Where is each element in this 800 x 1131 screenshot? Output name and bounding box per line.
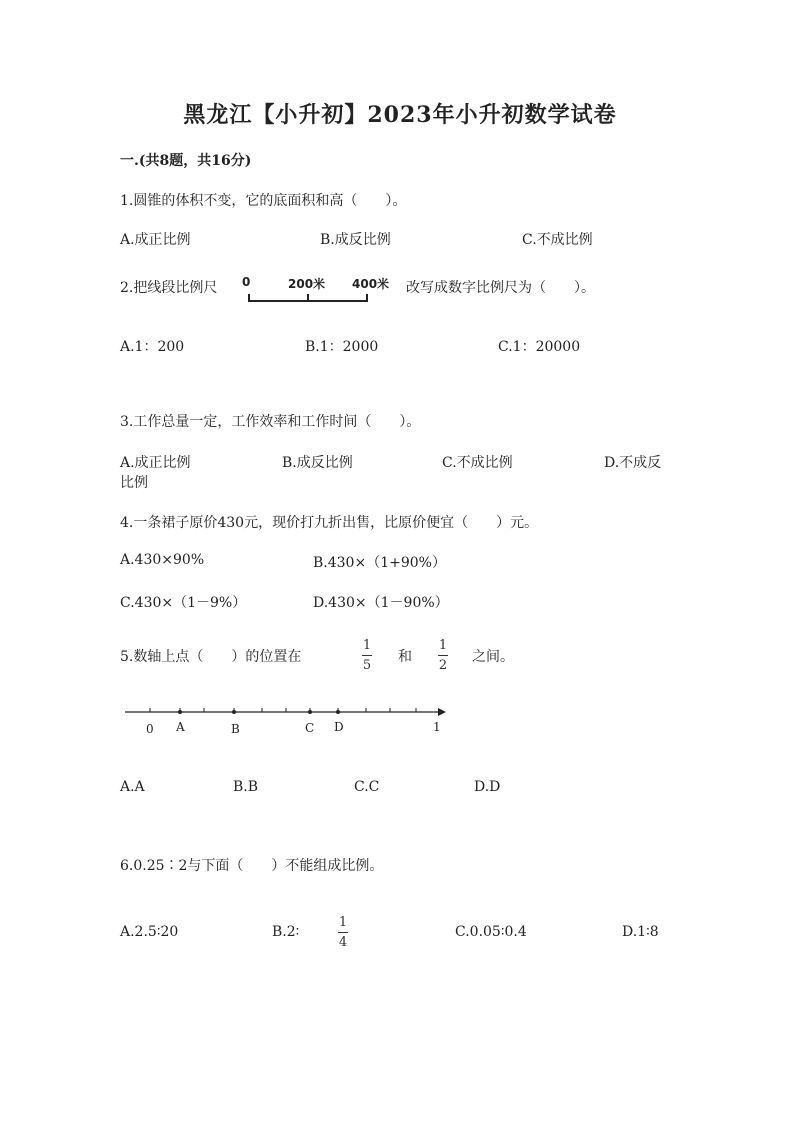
question-6-text: 6.0.25∶2与下面（ ）不能组成比例。 xyxy=(120,858,384,874)
question-2-text-before: 2.把线段比例尺 xyxy=(120,280,218,296)
question-2-option-c[interactable]: C.1：20000 xyxy=(498,339,581,355)
number-line xyxy=(120,700,450,730)
question-1-option-a[interactable]: A.成正比例 xyxy=(120,232,191,248)
axis-label-1: 1 xyxy=(433,720,441,734)
question-5-text-mid: 和 xyxy=(398,649,412,665)
question-3-option-d-wrap: 比例 xyxy=(120,475,148,491)
question-5-text-after: 之间。 xyxy=(472,649,514,665)
fraction-denominator: 5 xyxy=(362,658,372,673)
question-1-text: 1.圆锥的体积不变，它的底面积和高（ ）。 xyxy=(120,193,407,209)
fraction-one-fifth xyxy=(362,638,372,673)
fraction-denominator: 2 xyxy=(438,658,448,673)
question-5-option-c[interactable]: C.C xyxy=(354,779,380,795)
question-1-option-b[interactable]: B.成反比例 xyxy=(320,232,391,248)
question-3-option-c[interactable]: C.不成比例 xyxy=(442,455,513,471)
question-6-option-d[interactable]: D.1∶8 xyxy=(622,924,659,940)
question-1-option-c[interactable]: C.不成比例 xyxy=(522,232,593,248)
question-2-option-b[interactable]: B.1：2000 xyxy=(305,339,379,355)
question-4-option-d[interactable]: D.430×（1－90%） xyxy=(313,595,449,611)
fraction-one-half xyxy=(438,638,448,673)
question-3-text: 3.工作总量一定，工作效率和工作时间（ ）。 xyxy=(120,414,421,430)
scale-label-200: 200米 xyxy=(288,277,326,291)
scale-label-400: 400米 xyxy=(352,277,390,291)
line-segment-scale xyxy=(238,272,398,312)
question-3-option-d[interactable]: D.不成反 xyxy=(604,455,662,471)
question-5-option-b[interactable]: B.B xyxy=(233,779,259,795)
scale-bar-icon xyxy=(238,272,398,312)
question-2-option-a[interactable]: A.1：200 xyxy=(120,339,185,355)
axis-label-0: 0 xyxy=(146,722,154,736)
axis-label-a: A xyxy=(176,720,185,734)
question-4-option-a[interactable]: A.430×90% xyxy=(120,552,205,568)
question-6-option-b[interactable]: B.2∶ xyxy=(272,924,300,940)
question-6-option-c[interactable]: C.0.05∶0.4 xyxy=(455,924,527,940)
axis-label-d: D xyxy=(334,720,344,734)
section-heading: 一.(共8题，共16分) xyxy=(120,153,252,169)
page-title: 黑龙江【小升初】2023年小升初数学试卷 xyxy=(183,102,617,128)
fraction-numerator: 1 xyxy=(362,638,372,653)
question-3-option-b[interactable]: B.成反比例 xyxy=(282,455,353,471)
question-5-option-a[interactable]: A.A xyxy=(120,779,145,795)
fraction-denominator: 4 xyxy=(338,935,348,950)
question-4-option-b[interactable]: B.430×（1+90%） xyxy=(313,555,446,571)
question-2-text-after: 改写成数字比例尺为（ ）。 xyxy=(406,280,595,296)
question-5-option-d[interactable]: D.D xyxy=(474,779,501,795)
fraction-one-quarter xyxy=(338,915,348,950)
fraction-numerator: 1 xyxy=(338,915,348,930)
axis-label-b: B xyxy=(231,722,240,736)
fraction-numerator: 1 xyxy=(438,638,448,653)
question-4-text: 4.一条裙子原价430元，现价打九折出售，比原价便宜（ ）元。 xyxy=(120,515,539,531)
axis-label-c: C xyxy=(305,721,315,735)
scale-label-0: 0 xyxy=(242,275,251,289)
question-4-option-c[interactable]: C.430×（1－9%） xyxy=(120,595,247,611)
question-3-option-a[interactable]: A.成正比例 xyxy=(120,455,191,471)
question-6-option-a[interactable]: A.2.5∶20 xyxy=(120,924,179,940)
question-5-text-before: 5.数轴上点（ ）的位置在 xyxy=(120,649,302,665)
